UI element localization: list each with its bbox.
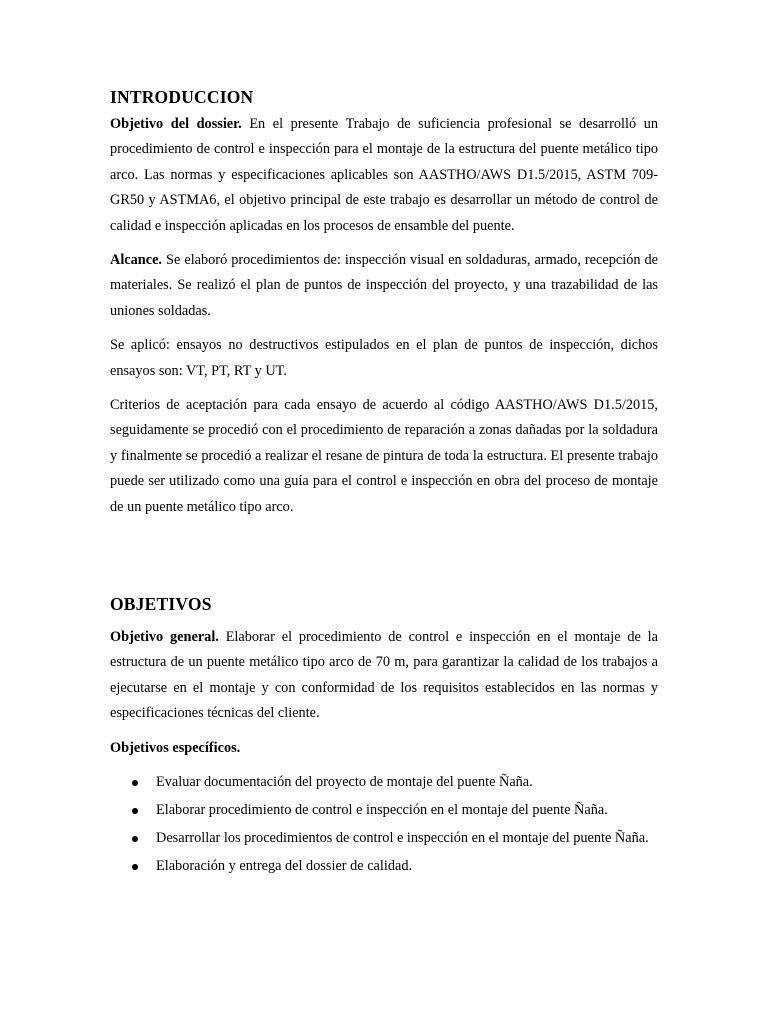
objetivos-especificos-list [110,770,658,879]
list-item [110,770,658,795]
alcance-text: Se elaboró procedimientos de: inspección visual en soldaduras, armado, recepción de materiales. Se realizó el plan de puntos de inspección del proyecto, y una trazabilidad de las uniones soldadas. [110,252,658,319]
bullet-icon [132,864,138,870]
objetivo-general-label: Objetivo general. [110,629,219,645]
objetivo-dossier-paragraph [110,112,658,239]
objetivo-general-paragraph [110,625,658,727]
bullet-icon [132,836,138,842]
alcance-label: Alcance. [110,252,163,269]
introduccion-section [110,86,658,529]
alcance-paragraph [110,248,658,324]
introduccion-heading: INTRODUCCION [110,87,254,107]
bullet-icon [132,808,138,814]
objetivo-dossier-text: En el presente Trabajo de suficiencia profesional se desarrolló un procedimiento de control e inspección para el montaje de la estructura del puente metálico tipo arco. Las normas y especificaciones aplicables son AASTHO/AWS D1.5/2015, ASTM 709-GR50 y ASTMA6, el objetivo principal de este trabajo es desarrollar un método de control de calidad e inspección aplicadas en los procesos de ensamble del puente. [110,116,659,234]
bullet-icon [132,780,138,786]
list-item-text: Desarrollar los procedimientos de control e inspección en el montaje del puente Ñaña. [156,829,649,846]
ensayos-paragraph: Se aplicó: ensayos no destructivos estipulados en el plan de puntos de inspección, dichos ensayos son: VT, PT, RT y UT. [110,337,658,379]
objetivo-dossier-label: Objetivo del dossier. [110,116,242,132]
list-item [110,798,658,823]
list-item [110,854,658,879]
objetivos-section [110,593,658,882]
objetivos-heading: OBJETIVOS [110,594,212,614]
criterios-paragraph: Criterios de aceptación para cada ensayo de acuerdo al código AASTHO/AWS D1.5/2015, seguidamente se procedió con el procedimiento de reparación a zonas dañadas por la soldadura y finalmente se procedió a realizar el resane de pintura de toda la estructura. El presente trabajo puede ser utilizado como una guía para el control e inspección en obra del proceso de montaje de un puente metálico tipo arco. [110,397,658,515]
list-item-text: Evaluar documentación del proyecto de montaje del puente Ñaña. [156,774,533,791]
objetivos-especificos-paragraph [110,736,658,761]
objetivos-especificos-label: Objetivos específicos. [110,739,241,756]
objetivo-general-text: Elaborar el procedimiento de control e inspección en el montaje de la estructura de un puente metálico tipo arco de 70 m, para garantizar la calidad de los trabajos a ejecutarse en el montaje y con conformidad de los requisitos establecidos en las normas y especificaciones técnicas del cliente. [110,629,658,722]
list-item [110,826,658,851]
list-item-text: Elaboración y entrega del dossier de calidad. [156,857,413,874]
list-item-text: Elaborar procedimiento de control e inspección en el montaje del puente Ñaña. [156,801,608,818]
